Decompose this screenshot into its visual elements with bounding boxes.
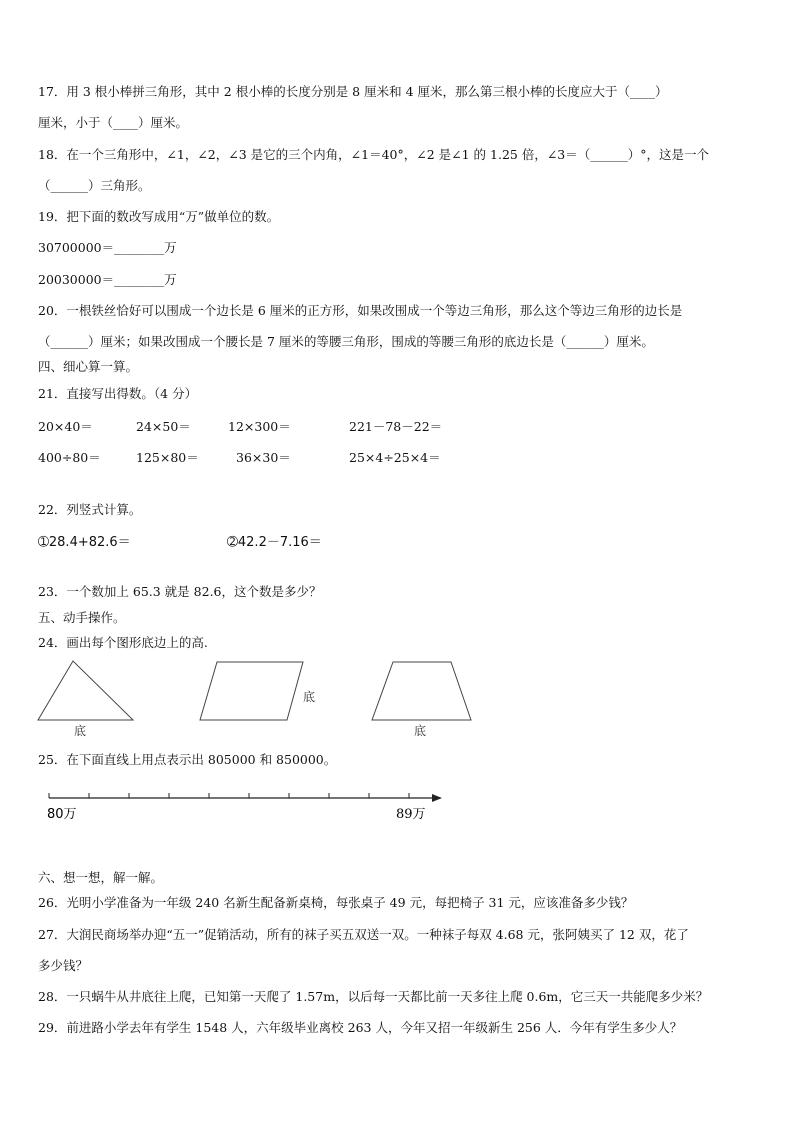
q21-r1c2: 24×50＝ — [136, 419, 191, 434]
q24-stem: 24．画出每个图形底边上的高. — [38, 635, 208, 650]
q21-r2c1: 400÷80＝ — [38, 450, 101, 465]
trapezoid-base-label: 底 — [414, 724, 427, 738]
q22-stem: 22．列竖式计算。 — [38, 502, 142, 517]
q18-line1: 18．在一个三角形中，∠1，∠2，∠3 是它的三个内角，∠1＝40°，∠2 是∠1 的 1.25 倍，∠3＝（______）°，这是一个 — [38, 147, 709, 162]
q21-r1c4: 221－78－22＝ — [349, 419, 443, 434]
triangle-base-label: 底 — [74, 724, 87, 738]
q19-b: 20030000＝________万 — [38, 272, 177, 287]
q29: 29．前进路小学去年有学生 1548 人，六年级毕业离校 263 人，今年又招一年级新生 256 人．今年有学生多少人？ — [38, 1020, 683, 1035]
q18-line2: （______）三角形。 — [38, 178, 151, 193]
q20-line1: 20．一根铁丝恰好可以围成一个边长是 6 厘米的正方形，如果改围成一个等边三角形，那么这个等边三角形的边长是 — [38, 303, 683, 318]
q23: 23．一个数加上 65.3 就是 82.6，这个数是多少？ — [38, 584, 322, 599]
q21-r2c4: 25×4÷25×4＝ — [349, 450, 441, 465]
section-6-heading: 六、想一想，解一解。 — [38, 870, 164, 885]
q17-line2: 厘米，小于（____）厘米。 — [38, 115, 189, 130]
q22-b: ➁42.2－7.16＝ — [227, 535, 322, 550]
number-line-ticks — [49, 793, 409, 798]
q21-stem: 21．直接写出得数。（4 分） — [38, 386, 198, 401]
q21-r1c1: 20×40＝ — [38, 419, 93, 434]
q24-figures — [0, 655, 794, 745]
number-line-end-label: 89万 — [396, 807, 426, 822]
q21-r2c3: 36×30＝ — [236, 450, 291, 465]
parallelogram-base-label: 底 — [303, 690, 316, 704]
q22-a: ➀28.4+82.6＝ — [38, 535, 131, 550]
q28: 28．一只蜗牛从井底往上爬，已知第一天爬了 1.57m，以后每一天都比前一天多往上爬 0.6m，它三天一共能爬多少米？ — [38, 989, 709, 1004]
q19-stem: 19．把下面的数改写成用“万”做单位的数。 — [38, 209, 280, 224]
trapezoid-shape — [372, 662, 471, 720]
q25-stem: 25．在下面直线上用点表示出 805000 和 850000。 — [38, 752, 337, 767]
q27-line2: 多少钱？ — [38, 958, 89, 973]
number-line-arrow — [432, 794, 442, 802]
triangle-shape — [38, 661, 133, 720]
number-line-start-label: 80万 — [47, 807, 77, 822]
q19-a: 30700000＝________万 — [38, 240, 177, 255]
parallelogram-shape — [200, 662, 303, 720]
q27-line1: 27．大润民商场举办迎“五一”促销活动，所有的袜子买五双送一双。一种袜子每双 4.68 元，张阿姨买了 12 双，花了 — [38, 927, 689, 942]
q21-r1c3: 12×300＝ — [228, 419, 291, 434]
q17-line1: 17．用 3 根小棒拼三角形，其中 2 根小棒的长度分别是 8 厘米和 4 厘米，那么第三根小棒的长度应大于（____） — [38, 84, 668, 99]
section-4-heading: 四、细心算一算。 — [38, 359, 139, 374]
section-5-heading: 五、动手操作。 — [38, 610, 126, 625]
q26: 26．光明小学准备为一年级 240 名新生配备新桌椅，每张桌子 49 元，每把椅子 31 元，应该准备多少钱？ — [38, 895, 634, 910]
q25-number-line — [0, 790, 794, 830]
q21-r2c2: 125×80＝ — [136, 450, 199, 465]
q20-line2: （______）厘米；如果改围成一个腰长是 7 厘米的等腰三角形，围成的等腰三角形的底边长是（______）厘米。 — [38, 334, 654, 349]
